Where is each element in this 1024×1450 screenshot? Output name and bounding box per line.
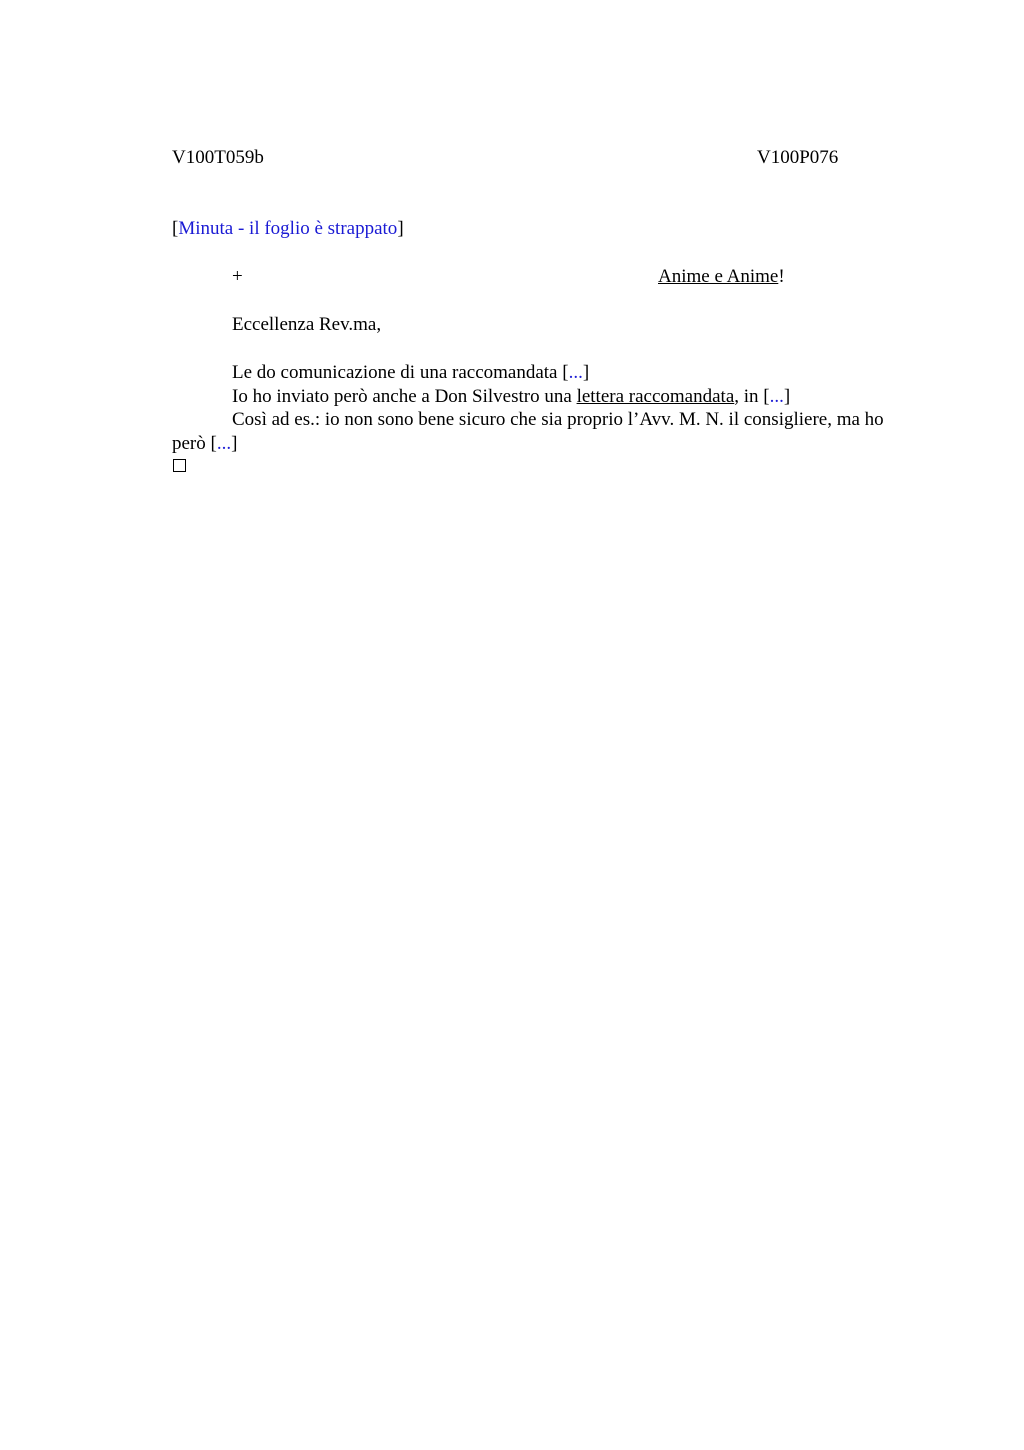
editorial-note — [172, 217, 404, 241]
letter-body — [172, 361, 920, 455]
cross-symbol: + — [232, 266, 243, 287]
salutation: Eccellenza Rev.ma, — [232, 314, 382, 335]
document-code-left: V100T059b — [172, 147, 264, 168]
empty-box-symbol — [173, 459, 186, 472]
paragraph-2: Io ho inviato però anche a Don Silvestro una lettera raccomandata, in [...] — [232, 385, 791, 407]
paragraph-3: Così ad es.: io non sono bene sicuro che sia proprio l’Avv. M. N. il consigliere, ma ho però [...] — [172, 409, 884, 454]
paragraph-1: Le do comunicazione di una raccomandata [...] — [232, 362, 590, 383]
bracket-open: [ — [172, 218, 179, 239]
motto-text: Anime e Anime — [658, 266, 779, 287]
motto — [658, 265, 785, 289]
motto-punct: ! — [778, 266, 785, 287]
document-code-right: V100P076 — [757, 147, 839, 168]
omission-marker: ... — [216, 432, 232, 454]
editorial-note-text: Minuta - il foglio è strappato — [178, 218, 398, 239]
underlined-phrase: lettera raccomandata — [576, 385, 735, 407]
omission-marker: ... — [568, 362, 583, 383]
bracket-close: ] — [397, 218, 404, 239]
omission-marker: ... — [769, 385, 784, 407]
